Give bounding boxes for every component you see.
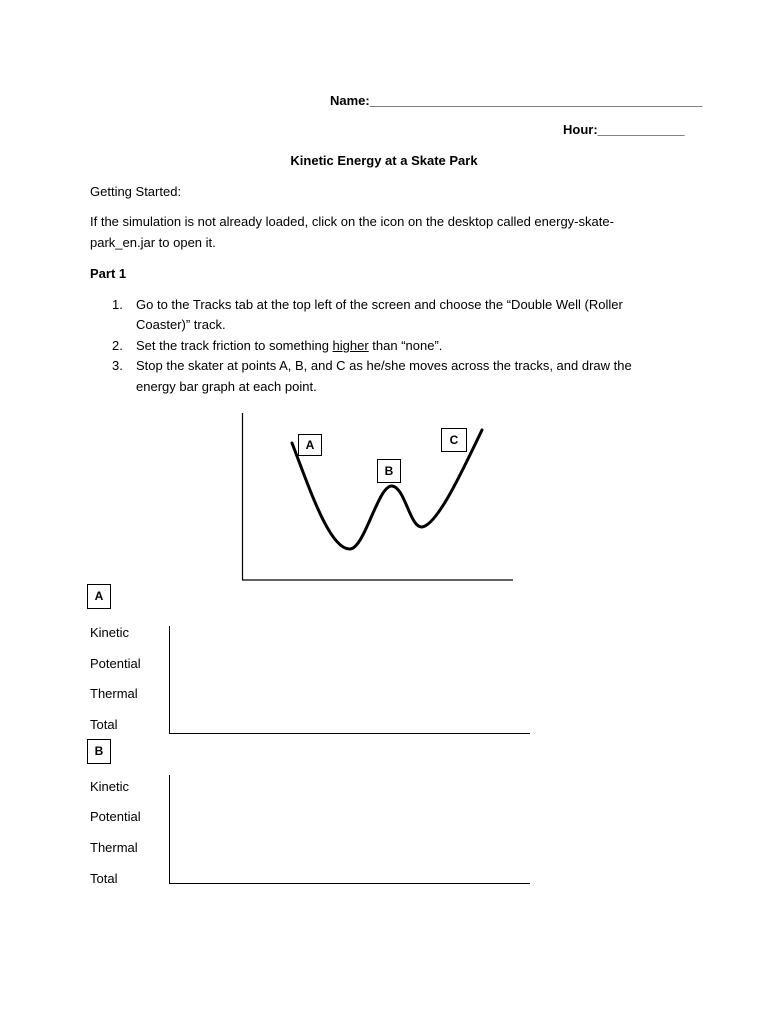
getting-started-heading: Getting Started: <box>90 184 182 199</box>
item-text-continued: energy bar graph at each point. <box>136 379 317 394</box>
graph-b-vertical-axis <box>169 775 170 884</box>
getting-started-line-1: If the simulation is not already loaded, click on the icon on the desktop called energy-skate- <box>90 214 614 229</box>
item-text: Stop the skater at points A, B, and C as he/she moves across the tracks, and draw the <box>136 358 632 373</box>
total-row-label: Total <box>90 871 118 886</box>
item-number: 2. <box>112 338 123 353</box>
item-text-post: than “none”. <box>368 338 443 353</box>
potential-row-label: Potential <box>90 656 141 671</box>
page-title: Kinetic Energy at a Skate Park <box>290 153 478 168</box>
name-field <box>330 93 702 108</box>
point-c-label: C <box>441 428 467 452</box>
part-1-heading: Part 1 <box>90 266 127 281</box>
graph-a-vertical-axis <box>169 626 170 734</box>
thermal-row-label: Thermal <box>90 686 138 701</box>
hour-label: Hour: <box>563 122 598 137</box>
graph-a-point-label: A <box>87 584 111 609</box>
point-a-label: A <box>298 434 322 456</box>
getting-started-line-2: park_en.jar to open it. <box>90 235 216 250</box>
item-text-emphasis: higher <box>332 338 369 353</box>
thermal-row-label: Thermal <box>90 840 138 855</box>
graph-b-horizontal-axis <box>169 883 530 884</box>
name-blank: ______________________________________________ <box>369 93 703 108</box>
graph-b-point-label: B <box>87 739 111 764</box>
kinetic-row-label: Kinetic <box>90 625 130 640</box>
hour-blank: ____________ <box>597 122 685 137</box>
item-text: Go to the Tracks tab at the top left of the screen and choose the “Double Well (Roller <box>136 297 623 312</box>
item-text-pre: Set the track friction to something <box>136 338 333 353</box>
name-label: Name: <box>330 93 370 108</box>
point-b-label: B <box>377 459 401 483</box>
kinetic-row-label: Kinetic <box>90 779 130 794</box>
item-text-continued: Coaster)” track. <box>136 317 226 332</box>
graph-a-horizontal-axis <box>169 733 530 734</box>
track-diagram <box>240 410 520 585</box>
item-text <box>136 338 442 353</box>
potential-row-label: Potential <box>90 809 141 824</box>
total-row-label: Total <box>90 717 118 732</box>
item-number: 3. <box>112 358 123 373</box>
item-number: 1. <box>112 297 123 312</box>
track-diagram-svg <box>240 410 520 585</box>
hour-field <box>563 122 684 137</box>
